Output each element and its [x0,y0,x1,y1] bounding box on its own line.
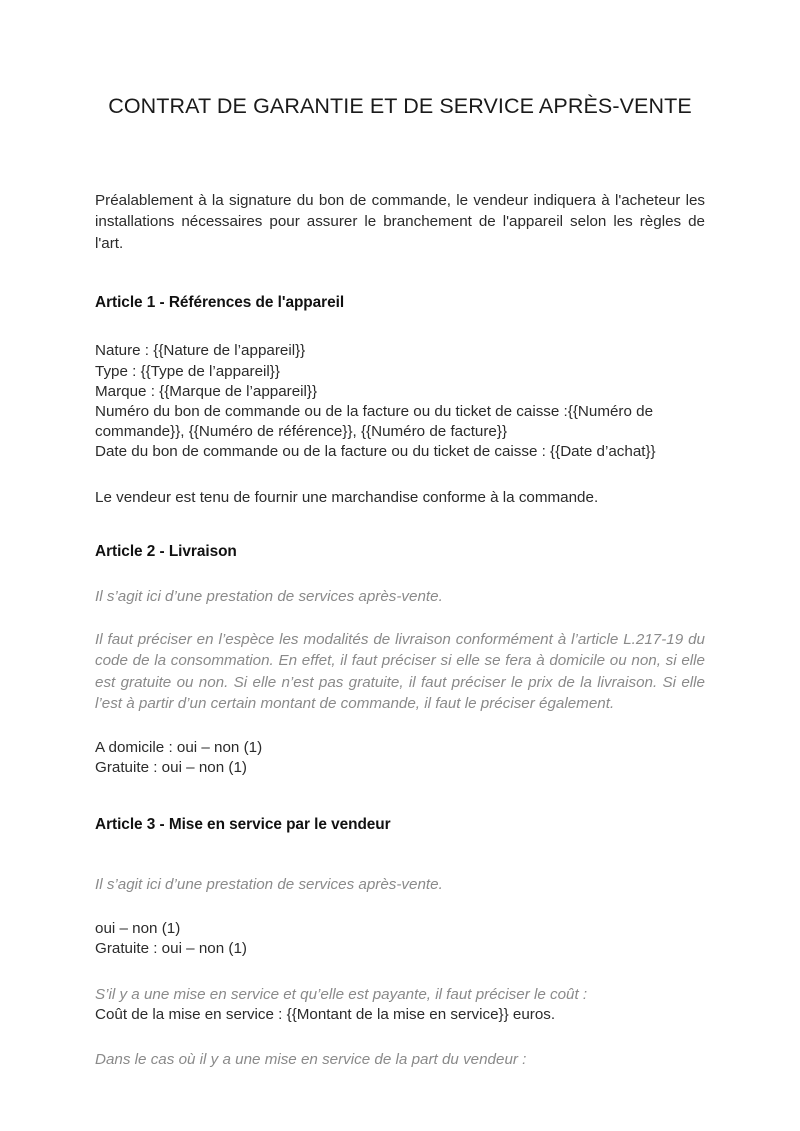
field-marque: Marque : {{Marque de l’appareil}} [95,382,318,400]
spacer [95,120,705,190]
document-content [95,0,705,1070]
option-oui-non: oui – non (1) [95,919,181,937]
spacer [95,313,705,341]
spacer [95,463,705,487]
option-gratuite: Gratuite : oui – non (1) [95,939,247,957]
spacer [95,1026,705,1049]
article-3-options [95,919,705,959]
field-date-commande: Date du bon de commande ou de la facture ou du ticket de caisse : {{Date d’achat}} [95,443,656,461]
field-nature: Nature : {{Nature de l’appareil}} [95,342,306,360]
article-1-heading: Article 1 - Références de l'appareil [95,294,345,312]
article-3-heading: Article 3 - Mise en service par le vendeur [95,816,391,833]
spacer [95,778,705,814]
article-3-note-short: Il s’agit ici d’une prestation de services après-vente. [95,876,443,893]
page-title: CONTRAT DE GARANTIE ET DE SERVICE APRÈS-VENTE [108,94,692,118]
spacer [95,608,705,629]
article-2-options [95,738,705,778]
option-a-domicile: A domicile : oui – non (1) [95,738,263,756]
article-1-fields [95,341,705,462]
intro-paragraph: Préalablement à la signature du bon de commande, le vendeur indiquera à l'acheteur les installations nécessaires pour assurer le branchement de l'appareil selon les règles de l'art. [95,191,705,252]
article-1-closing: Le vendeur est tenu de fournir une marchandise conforme à la commande. [95,488,599,506]
spacer [95,562,705,586]
spacer [95,508,705,541]
field-type: Type : {{Type de l’appareil}} [95,362,280,380]
article-3-cost-line: Coût de la mise en service : {{Montant de la mise en service}} euros. [95,1006,556,1024]
spacer [95,715,705,738]
article-2-heading: Article 2 - Livraison [95,543,237,561]
article-2-note-long: Il faut préciser en l’espèce les modalités de livraison conformément à l’article L.217-19 du code de la consommation. En effet, il faut préciser si elle se fera à domicile ou non, si elle est gratuite ou non. Si elle n’est pas gratuite, il faut préciser le prix de la livraison. Si elle l’est à partir d’un certain montant de commande, il faut le préciser également. [95,630,705,713]
article-3-note-case: Dans le cas où il y a une mise en service de la part du vendeur : [95,1050,527,1068]
spacer [95,896,705,919]
spacer [95,835,705,874]
article-2-note-short: Il s’agit ici d’une prestation de services après-vente. [95,588,443,606]
spacer [95,254,705,292]
option-gratuite: Gratuite : oui – non (1) [95,758,247,776]
article-3-note-cost: S’il y a une mise en service et qu’elle est payante, il faut préciser le coût : [95,985,588,1003]
spacer [95,959,705,984]
field-numero-commande: Numéro du bon de commande ou de la facture ou du ticket de caisse :{{Numéro de commande}}, {{Numéro de référence}}, {{Numéro de facture}} [95,402,658,441]
